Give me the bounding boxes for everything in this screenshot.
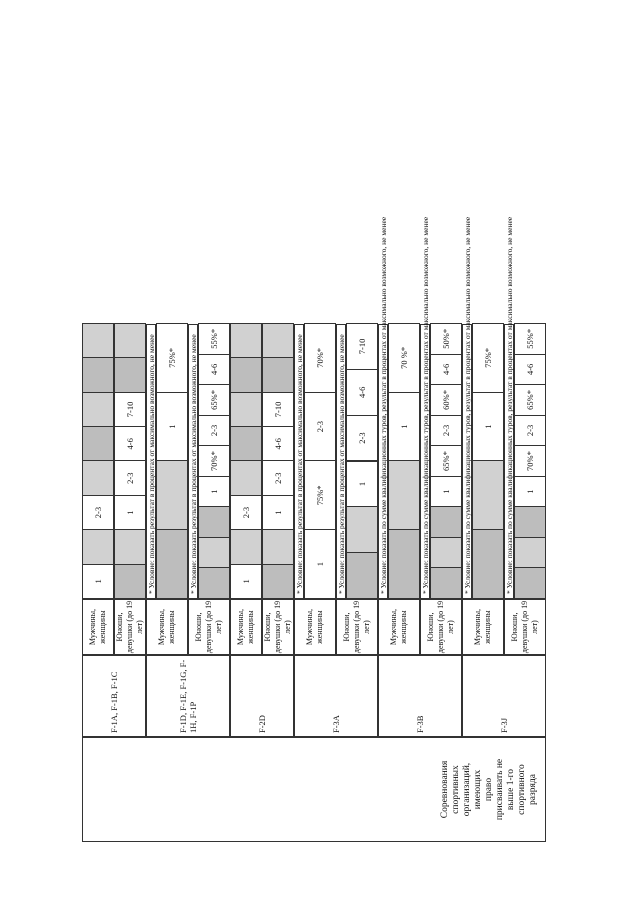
competition-type-label-line: имеющих bbox=[473, 769, 483, 810]
result-cell bbox=[388, 461, 420, 531]
condition-note: * Условие: показать результат в процентах от максимально возможного, не менее bbox=[188, 324, 198, 599]
qualification-condition-note: * Условие: показать по сумме квалификационных туров, результат в процентах от максимально возможного, не менее bbox=[378, 324, 388, 599]
category-cell bbox=[294, 599, 336, 655]
competition-type-cell bbox=[82, 737, 546, 842]
category-cell bbox=[336, 599, 378, 655]
result-cell: 4-6 bbox=[346, 369, 378, 416]
result-cell bbox=[114, 323, 146, 358]
result-cell: 70%* bbox=[304, 323, 336, 393]
result-cell bbox=[156, 461, 188, 531]
class-cell bbox=[146, 655, 230, 737]
result-cell bbox=[198, 567, 230, 599]
result-cell bbox=[114, 357, 146, 392]
result-cell: 2-3 bbox=[514, 415, 546, 447]
result-cell bbox=[472, 461, 504, 531]
result-cell bbox=[230, 461, 262, 496]
result-cell: 55%* bbox=[514, 323, 546, 355]
result-cell bbox=[346, 506, 378, 553]
result-cell: 2-3 bbox=[304, 392, 336, 462]
result-cell: 75%* bbox=[156, 323, 188, 393]
result-cell bbox=[388, 529, 420, 599]
result-cell bbox=[230, 357, 262, 392]
category-label: Юноши, девушки (до 19 лет) bbox=[510, 600, 539, 654]
category-cell bbox=[262, 599, 294, 655]
result-cell bbox=[82, 461, 114, 496]
category-cell bbox=[114, 599, 146, 655]
result-cell: 4-6 bbox=[430, 354, 462, 386]
result-cell bbox=[82, 392, 114, 427]
result-cell: 2-3 bbox=[230, 495, 262, 530]
category-cell bbox=[420, 599, 462, 655]
result-cell: 75%* bbox=[304, 461, 336, 531]
competition-type-label-line: право bbox=[484, 777, 494, 802]
category-cell bbox=[188, 599, 230, 655]
result-cell bbox=[472, 529, 504, 599]
result-cell bbox=[230, 323, 262, 358]
class-label: F-3J bbox=[499, 717, 509, 733]
result-cell: 60%* bbox=[430, 384, 462, 416]
class-cell bbox=[294, 655, 378, 737]
category-label: Мужчины, женщины bbox=[473, 608, 492, 646]
result-cell: 50%* bbox=[430, 323, 462, 355]
competition-type-label-line: спортивных bbox=[451, 765, 461, 814]
competition-type-label-line: спортивного bbox=[517, 764, 527, 815]
result-cell: 4-6 bbox=[114, 426, 146, 461]
result-cell: 1 bbox=[304, 529, 336, 599]
result-cell: 4-6 bbox=[198, 354, 230, 386]
result-cell: 1 bbox=[430, 476, 462, 508]
result-cell bbox=[430, 567, 462, 599]
rotated-table bbox=[82, 42, 600, 842]
qualification-condition-note: * Условие: показать по сумме квалификационных туров, результат в процентах от максимально возможного, не менее bbox=[420, 324, 430, 599]
category-cell bbox=[230, 599, 262, 655]
class-label: F-2D bbox=[257, 715, 267, 733]
category-label: Мужчины, женщины bbox=[157, 608, 176, 646]
result-cell bbox=[262, 529, 294, 564]
result-cell: 2-3 bbox=[82, 495, 114, 530]
result-cell: 2-3 bbox=[262, 461, 294, 496]
result-cell bbox=[230, 426, 262, 461]
result-cell bbox=[230, 529, 262, 564]
category-cell bbox=[504, 599, 546, 655]
result-cell: 7-10 bbox=[346, 323, 378, 370]
competition-type-label-line: Соревнования bbox=[440, 760, 450, 819]
category-label: Мужчины, женщины bbox=[305, 608, 324, 646]
result-cell: 2-3 bbox=[430, 415, 462, 447]
result-cell bbox=[430, 537, 462, 569]
result-cell bbox=[82, 529, 114, 564]
result-cell: 1 bbox=[472, 392, 504, 462]
result-cell: 70%* bbox=[514, 445, 546, 477]
result-cell bbox=[430, 506, 462, 538]
result-cell: 4-6 bbox=[514, 354, 546, 386]
competition-type-label-line: организаций, bbox=[462, 762, 472, 817]
result-cell: 1 bbox=[514, 476, 546, 508]
category-label: Юноши, девушки (до 19 лет) bbox=[263, 600, 292, 654]
result-cell bbox=[514, 567, 546, 599]
result-cell: 7-10 bbox=[114, 392, 146, 427]
result-cell: 2-3 bbox=[198, 415, 230, 447]
category-label: Мужчины, женщины bbox=[88, 608, 107, 646]
result-cell bbox=[230, 392, 262, 427]
result-cell: 7-10 bbox=[262, 392, 294, 427]
result-cell bbox=[262, 564, 294, 599]
result-cell: 1 bbox=[156, 392, 188, 462]
result-cell: 70 %* bbox=[388, 323, 420, 393]
result-cell bbox=[198, 506, 230, 538]
condition-note: * Условие: показать результат в процентах от максимально возможного, не менее bbox=[336, 324, 346, 599]
class-label: F-3A bbox=[331, 715, 341, 733]
competition-type-label-line: разряда bbox=[528, 774, 538, 805]
result-cell: 2-3 bbox=[114, 461, 146, 496]
class-cell bbox=[462, 655, 546, 737]
result-cell bbox=[82, 357, 114, 392]
result-cell bbox=[82, 426, 114, 461]
category-label: Юноши, девушки (до 19 лет) bbox=[115, 600, 144, 654]
class-label: F-1D, F-1E, F-1G, F-1H, F-1P bbox=[178, 659, 198, 733]
category-label: Мужчины, женщины bbox=[236, 608, 255, 646]
result-cell bbox=[514, 537, 546, 569]
result-cell bbox=[156, 529, 188, 599]
result-cell: 55%* bbox=[198, 323, 230, 355]
result-cell: 65%* bbox=[514, 384, 546, 416]
competition-type-label-line: присваивать не bbox=[495, 758, 505, 821]
result-cell: 1 bbox=[230, 564, 262, 599]
result-cell bbox=[198, 537, 230, 569]
result-cell: 1 bbox=[198, 476, 230, 508]
category-cell bbox=[462, 599, 504, 655]
result-cell: 1 bbox=[388, 392, 420, 462]
result-cell bbox=[114, 564, 146, 599]
condition-note: * Условие: показать результат в процентах от максимально возможного, не менее bbox=[146, 324, 156, 599]
qualification-condition-note: * Условие: показать по сумме квалификационных туров, результат в процентах от максимально возможного, не менее bbox=[462, 324, 472, 599]
category-label: Юноши, девушки (до 19 лет) bbox=[194, 600, 223, 654]
competition-type-label-line: выше 1-го bbox=[506, 768, 516, 811]
result-cell: 75%* bbox=[472, 323, 504, 393]
category-label: Юноши, девушки (до 19 лет) bbox=[426, 600, 455, 654]
result-cell bbox=[114, 529, 146, 564]
class-cell bbox=[230, 655, 294, 737]
class-label: F-1A, F-1B, F-1C bbox=[109, 671, 119, 733]
class-cell bbox=[378, 655, 462, 737]
category-label: Юноши, девушки (до 19 лет) bbox=[342, 600, 371, 654]
result-cell: 65%* bbox=[198, 384, 230, 416]
category-cell bbox=[146, 599, 188, 655]
condition-note: * Условие: показать результат в процентах от максимально возможного, не менее bbox=[294, 324, 304, 599]
competition-type-label bbox=[440, 759, 539, 820]
result-cell: 2-3 bbox=[346, 415, 378, 462]
result-cell: 4-6 bbox=[262, 426, 294, 461]
result-cell: 65%* bbox=[430, 445, 462, 477]
result-cell bbox=[262, 357, 294, 392]
class-cell bbox=[82, 655, 146, 737]
category-cell bbox=[82, 599, 114, 655]
result-cell: 1 bbox=[114, 495, 146, 530]
qualification-condition-note: * Условие: показать по сумме квалификационных туров, результат в процентах от максимально возможного, не менее bbox=[504, 324, 514, 599]
result-cell bbox=[346, 552, 378, 599]
result-cell: 1 bbox=[82, 564, 114, 599]
result-cell: 1 bbox=[346, 461, 378, 508]
result-cell: 70%* bbox=[198, 445, 230, 477]
result-cell bbox=[514, 506, 546, 538]
result-cell bbox=[262, 323, 294, 358]
category-label: Мужчины, женщины bbox=[389, 608, 408, 646]
result-cell bbox=[82, 323, 114, 358]
category-cell bbox=[378, 599, 420, 655]
result-cell: 1 bbox=[262, 495, 294, 530]
class-label: F-3B bbox=[415, 715, 425, 733]
